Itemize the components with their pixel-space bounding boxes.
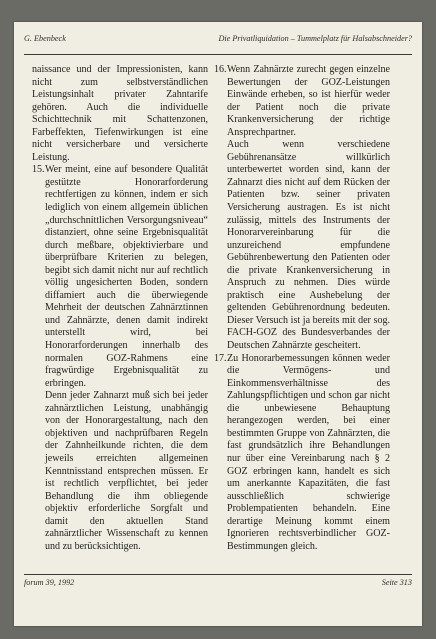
paragraph-continuation: naissance und der Impressionisten, kann nicht zum selbstverständlichen Leistungsinhalt privater Zahntarife gehören. Auch die individuelle Schichttechnik mit Schattenzonen, Farbeffekten, Tiefenwirkungen ist eine nicht versicherbare und versicherte Leistung. xyxy=(32,64,208,163)
page-header xyxy=(24,34,412,48)
item-number: 16. xyxy=(214,64,227,75)
page-footer xyxy=(24,578,412,592)
document-page xyxy=(14,22,422,626)
item-number: 15. xyxy=(32,164,45,176)
header-author: G. Ebenbeck xyxy=(24,34,66,43)
header-running-title: Die Privatliquidation – Tummelplatz für Halsabschneider? xyxy=(218,34,412,43)
footer-rule xyxy=(24,574,412,575)
item-text-continued: Auch wenn verschiedene Gebührenansätze willkürlich unterbewertet worden sind, kann der Zahnarzt dies nicht auf dem Rücken der Patienten bzw. seiner privaten Versicherung austragen. Es ist nicht zulässig, mittels des Instruments der Honorarvereinbarung für die unzureichend empfundene Gebührenbewertung den Patienten oder die private Krankenversicherung in Anspruch zu nehmen. Dies würde praktisch eine Aushebelung der geltenden Gebührenordnung bedeuten. Dieser Versuch ist ja bereits mit der sog. FACH-GOZ des Bundesverbandes der Deutschen Zahnärzte gescheitert. xyxy=(227,139,390,352)
right-column xyxy=(214,64,390,553)
item-number: 17. xyxy=(214,352,227,364)
item-text: Zu Honorarbemessungen können weder die Vermögens- und Einkommensverhältnisse des Zahlungspflichtigen und schon gar nicht die unbewiesene Behauptung herangezogen werden, bei einer bestimmten Gruppe von Zahnärzten, die fast grundsätzlich ihre Behandlungen nur über eine Vereinbarung nach § 2 GOZ erbringen kann, handelt es sich um anerkannte Kapazitäten, die fast ausschließlich schwierige Problempatienten behandeln. Eine derartige Meinung kommt einem Ignorieren rechtsverbindlicher GOZ-Bestimmungen gleich. xyxy=(227,352,390,552)
list-item-17 xyxy=(214,353,390,554)
item-text-continued: Denn jeder Zahnarzt muß sich bei jeder zahnärztlichen Leistung, unabhängig von der Honorargestaltung, nach den objektiven und nachprüfbaren Regeln der Zahnheilkunde richten, die dem jeweils erreichten allgemeinen Kenntnisstand entsprechen müssen. Er ist rechtlich verpflichtet, bei jeder Behandlung die ihm obliegende objektiv erforderliche Sorgfalt und damit den aktuellen Stand zahnärztlicher Wissenschaft zu kennen und zu berücksichtigen. xyxy=(45,390,208,552)
footer-journal: forum 39, 1992 xyxy=(24,578,75,587)
list-item-16 xyxy=(214,64,390,353)
item-text: Wer meint, eine auf besondere Qualität gestützte Honorarforderung rechtfertigen zu können, indem er sich lediglich von einem allgemein üblichen „durchschnittlichen Versorgungsniveau“ distanziert, ohne seine Ergebnisqualität durch meßbare, objektivierbare und überprüfbare Kriterien zu belegen, begibt sich damit nicht nur auf rechtlich völlig ungesicherten Boden, sondern diffamiert auch die überwiegende Mehrheit der deutschen Zahnärztinnen und Zahnärzte, denen damit indirekt unterstellt wird, bei Honorarforderungen innerhalb des normalen GOZ-Rahmens eine fragwürdige Ergebnisqualität zu erbringen. xyxy=(45,164,208,389)
list-item-15 xyxy=(32,164,208,553)
header-rule xyxy=(24,54,412,55)
footer-page-number: Seite 313 xyxy=(381,578,412,587)
item-text: Wenn Zahnärzte zurecht gegen einzelne Bewertungen der GOZ-Leistungen Einwände erheben, so ist hierfür weder der Patient noch die private Krankenversicherung der richtige Ansprechpartner. xyxy=(227,64,390,138)
left-column xyxy=(32,64,208,553)
